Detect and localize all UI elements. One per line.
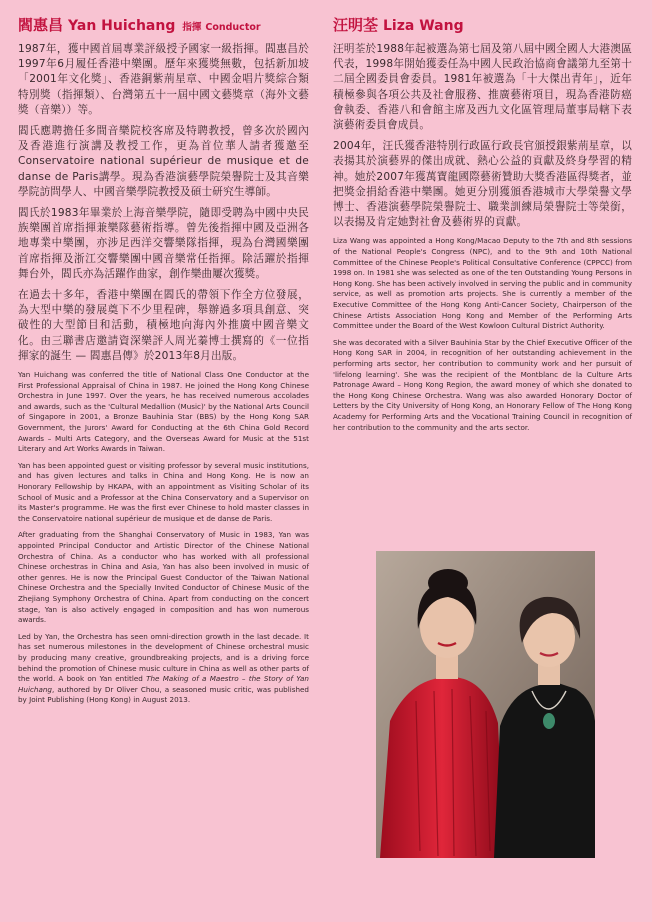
book-title: The Making of a Maestro – the Story of Yan Huichang xyxy=(18,674,309,694)
yan-bio-column xyxy=(18,14,309,712)
yan-name-zh: 閻惠昌 xyxy=(18,16,64,34)
yan-zh-paragraph: 在過去十多年，香港中樂團在閻氏的帶領下作全方位發展，為大型中樂的發展奠下不少里程碑，舉辦過多項具創意、突破性的大型節目和活動，積極地向海內外推廣中國音樂文化。由三聯書店邀請資深樂評人周光蓁博士撰寫的《一位指揮家的誕生 — 閻惠昌傳》於2013年8月出版。 xyxy=(18,289,309,362)
wang-en-paragraph: She was decorated with a Silver Bauhinia Star by the Chief Executive Officer of the Hong Kong SAR in 2004, in recognition of her outstanding achievement in the performing arts sector, her contribution to community work and her pursuit of 'lifelong learning'. She was the recipient of the Montblanc de la Culture Arts Patronage Award – Hong Kong Region, the award money of which she donated to the Hong Kong Chinese Orchestra. Wang was also awarded Honorary Doctor of Letters by the City University of Hong Kong, an Honorary Fellow of The Hong Kong Academy for Performing Arts and the Vocational Training Council in recognition of her contribution to the community and the arts sector. xyxy=(333,337,632,432)
wang-bio-column xyxy=(333,14,632,439)
portrait-photo xyxy=(376,551,595,858)
yan-zh-paragraph: 閻氏於1983年畢業於上海音樂學院，隨即受聘為中國中央民族樂團首席指揮兼樂隊藝術指導。曾先後指揮中國及亞洲各地專業中樂團，亦涉足西洋交響樂隊指揮，現為台灣國樂團首席指揮及浙江交響樂團中國音樂常任指揮。除活躍於指揮舞台外，閻氏亦為活躍作曲家，創作樂曲屢次獲獎。 xyxy=(18,207,309,280)
wang-name-en: Liza Wang xyxy=(383,18,464,34)
wang-zh-paragraph: 2004年，汪氏獲香港特別行政區行政長官頒授銀紫荊星章，以表揚其於演藝界的傑出成就、熱心公益的貢獻及終身學習的精神。她於2007年獲萬寶龍國際藝術贊助大獎香港區得獎者，並把獎金捐給香港中樂團。她更分別獲頒香港城市大學榮譽文學博士、香港演藝學院榮譽院士、職業訓練局榮譽院士等榮銜，以表揚及肯定她對社會及藝術界的貢獻。 xyxy=(333,140,632,229)
wang-en-paragraph: Liza Wang was appointed a Hong Kong/Macao Deputy to the 7th and 8th sessions of the National People's Congress (NPC), and to the 9th and 10th National Committee of the Chinese People's Political Consultative Conference (CPPCC) from 1998 on. In 1981 she was selected as one of the ten Outstanding Young Persons in Hong Kong. She has been actively involved in serving the public and in community service, as well as promotion arts projects. She is currently a member of the Executive Committee of the Hong Kong Anti-Cancer Society, Chairperson of the Chinese Artists Association Hong Kong and Member of the Performing Arts Committee under the Board of the West Kowloon Cultural District Authority. xyxy=(333,236,632,331)
wang-header xyxy=(333,14,632,35)
yan-name-en: Yan Huichang xyxy=(68,18,176,34)
yan-role-zh: 指揮 xyxy=(182,22,202,33)
yan-en-paragraph: After graduating from the Shanghai Conservatory of Music in 1983, Yan was appointed Principal Conductor and Artistic Director of the Chinese National Orchestra of China. As a conductor who has worked with all professional Chinese orchestras in China and Asia, Yan has also been involved in music of other genres. He is now the Principal Guest Conductor of the Taiwan National Chinese Orchestra and the Specially Invited Conductor of Chinese Music of the Zhejiang Symphony Orchestra of China. Apart from conducting on the concert stage, Yan is also actively engaged in composition and has won numerous awards. xyxy=(18,530,309,625)
wang-zh-paragraph: 汪明荃於1988年起被選為第七屆及第八屆中國全國人大港澳區代表，1998年開始獲委任為中國人民政治協商會議第九至第十二屆全國委員會委員。1981年被選為「十大傑出青年」，近年積極參與各項公共及社會服務、推廣藝術項目，現為香港防癌會執委、香港八和會館主席及西九文化區管理局董事局轄下表演藝術委員會成員。 xyxy=(333,43,632,132)
yan-en-paragraph-last xyxy=(18,632,309,706)
yan-zh-paragraph: 閻氏應聘擔任多間音樂院校客席及特聘教授，曾多次於國內及香港進行演講及教授工作，更為首位華人請者獲邀至Conservatoire national supérieur de musique et de danse de Paris講學。現為香港演藝學院榮譽院士及其音樂學院訪問學人、中國音樂學院教授及碩士研究生導師。 xyxy=(18,125,309,198)
yan-role-en: Conductor xyxy=(205,22,261,33)
portrait-illustration xyxy=(376,551,595,858)
yan-header xyxy=(18,14,309,35)
yan-en-paragraph: Yan has been appointed guest or visiting professor by several music institutions, and has given lectures and talks in China and Hong Kong. He is now an Honorary Fellowship by HKAPA, with an appointment as Visiting Scholar of its School of Music and a Professor at the China Conservatory and a Supervisor on its Master's programme. He was the first ever Chinese to hold master classes in the Conservatoire national supérieur de musique et de danse de Paris. xyxy=(18,460,309,523)
yan-zh-paragraph: 1987年，獲中國首屆專業評級授予國家一級指揮。閻惠昌於1997年6月履任香港中樂團。歷年來獲獎無數，包括新加坡「2001年文化獎」、香港銅紫荊星章、中國金唱片獎綜合類特別獎（指揮類）、台灣第五十一屆中國文藝獎章（海外文藝獎（音樂））等。 xyxy=(18,43,309,116)
yan-en-last-before: Led by Yan, the Orchestra has seen omni-direction growth in the last decade. It has set numerous milestones in the development of Chinese orchestral music by producing many creative, groundbreaking projects, and is a driving force behind the promotion of Chinese music culture in China as well as other parts of the world. A book on Yan entitled xyxy=(18,631,309,684)
yan-en-paragraph: Yan Huichang was conferred the title of National Class One Conductor at the First Professional Appraisal of China in 1987. He joined the Hong Kong Chinese Orchestra in June 1997. Over the years, he has received numerous accolades and awards, such as the 'Cultural Medallion (Music)' by the National Arts Council of Singapore in 2001, a Bronze Bauhinia Star (BBS) by the Hong Kong SAR Government, the Jurors' Award for Conducting at the 6th China Gold Record Awards – Multi Arts Category, and the Overseas Award for Music at the 51st Literary and Art Works Awards in Taiwan. xyxy=(18,370,309,454)
yan-en-last-after: , authored by Dr Oliver Chou, a seasoned music critic, was published by Joint Publishing (Hong Kong) in August 2013. xyxy=(18,684,309,705)
wang-name-zh: 汪明荃 xyxy=(333,16,379,34)
